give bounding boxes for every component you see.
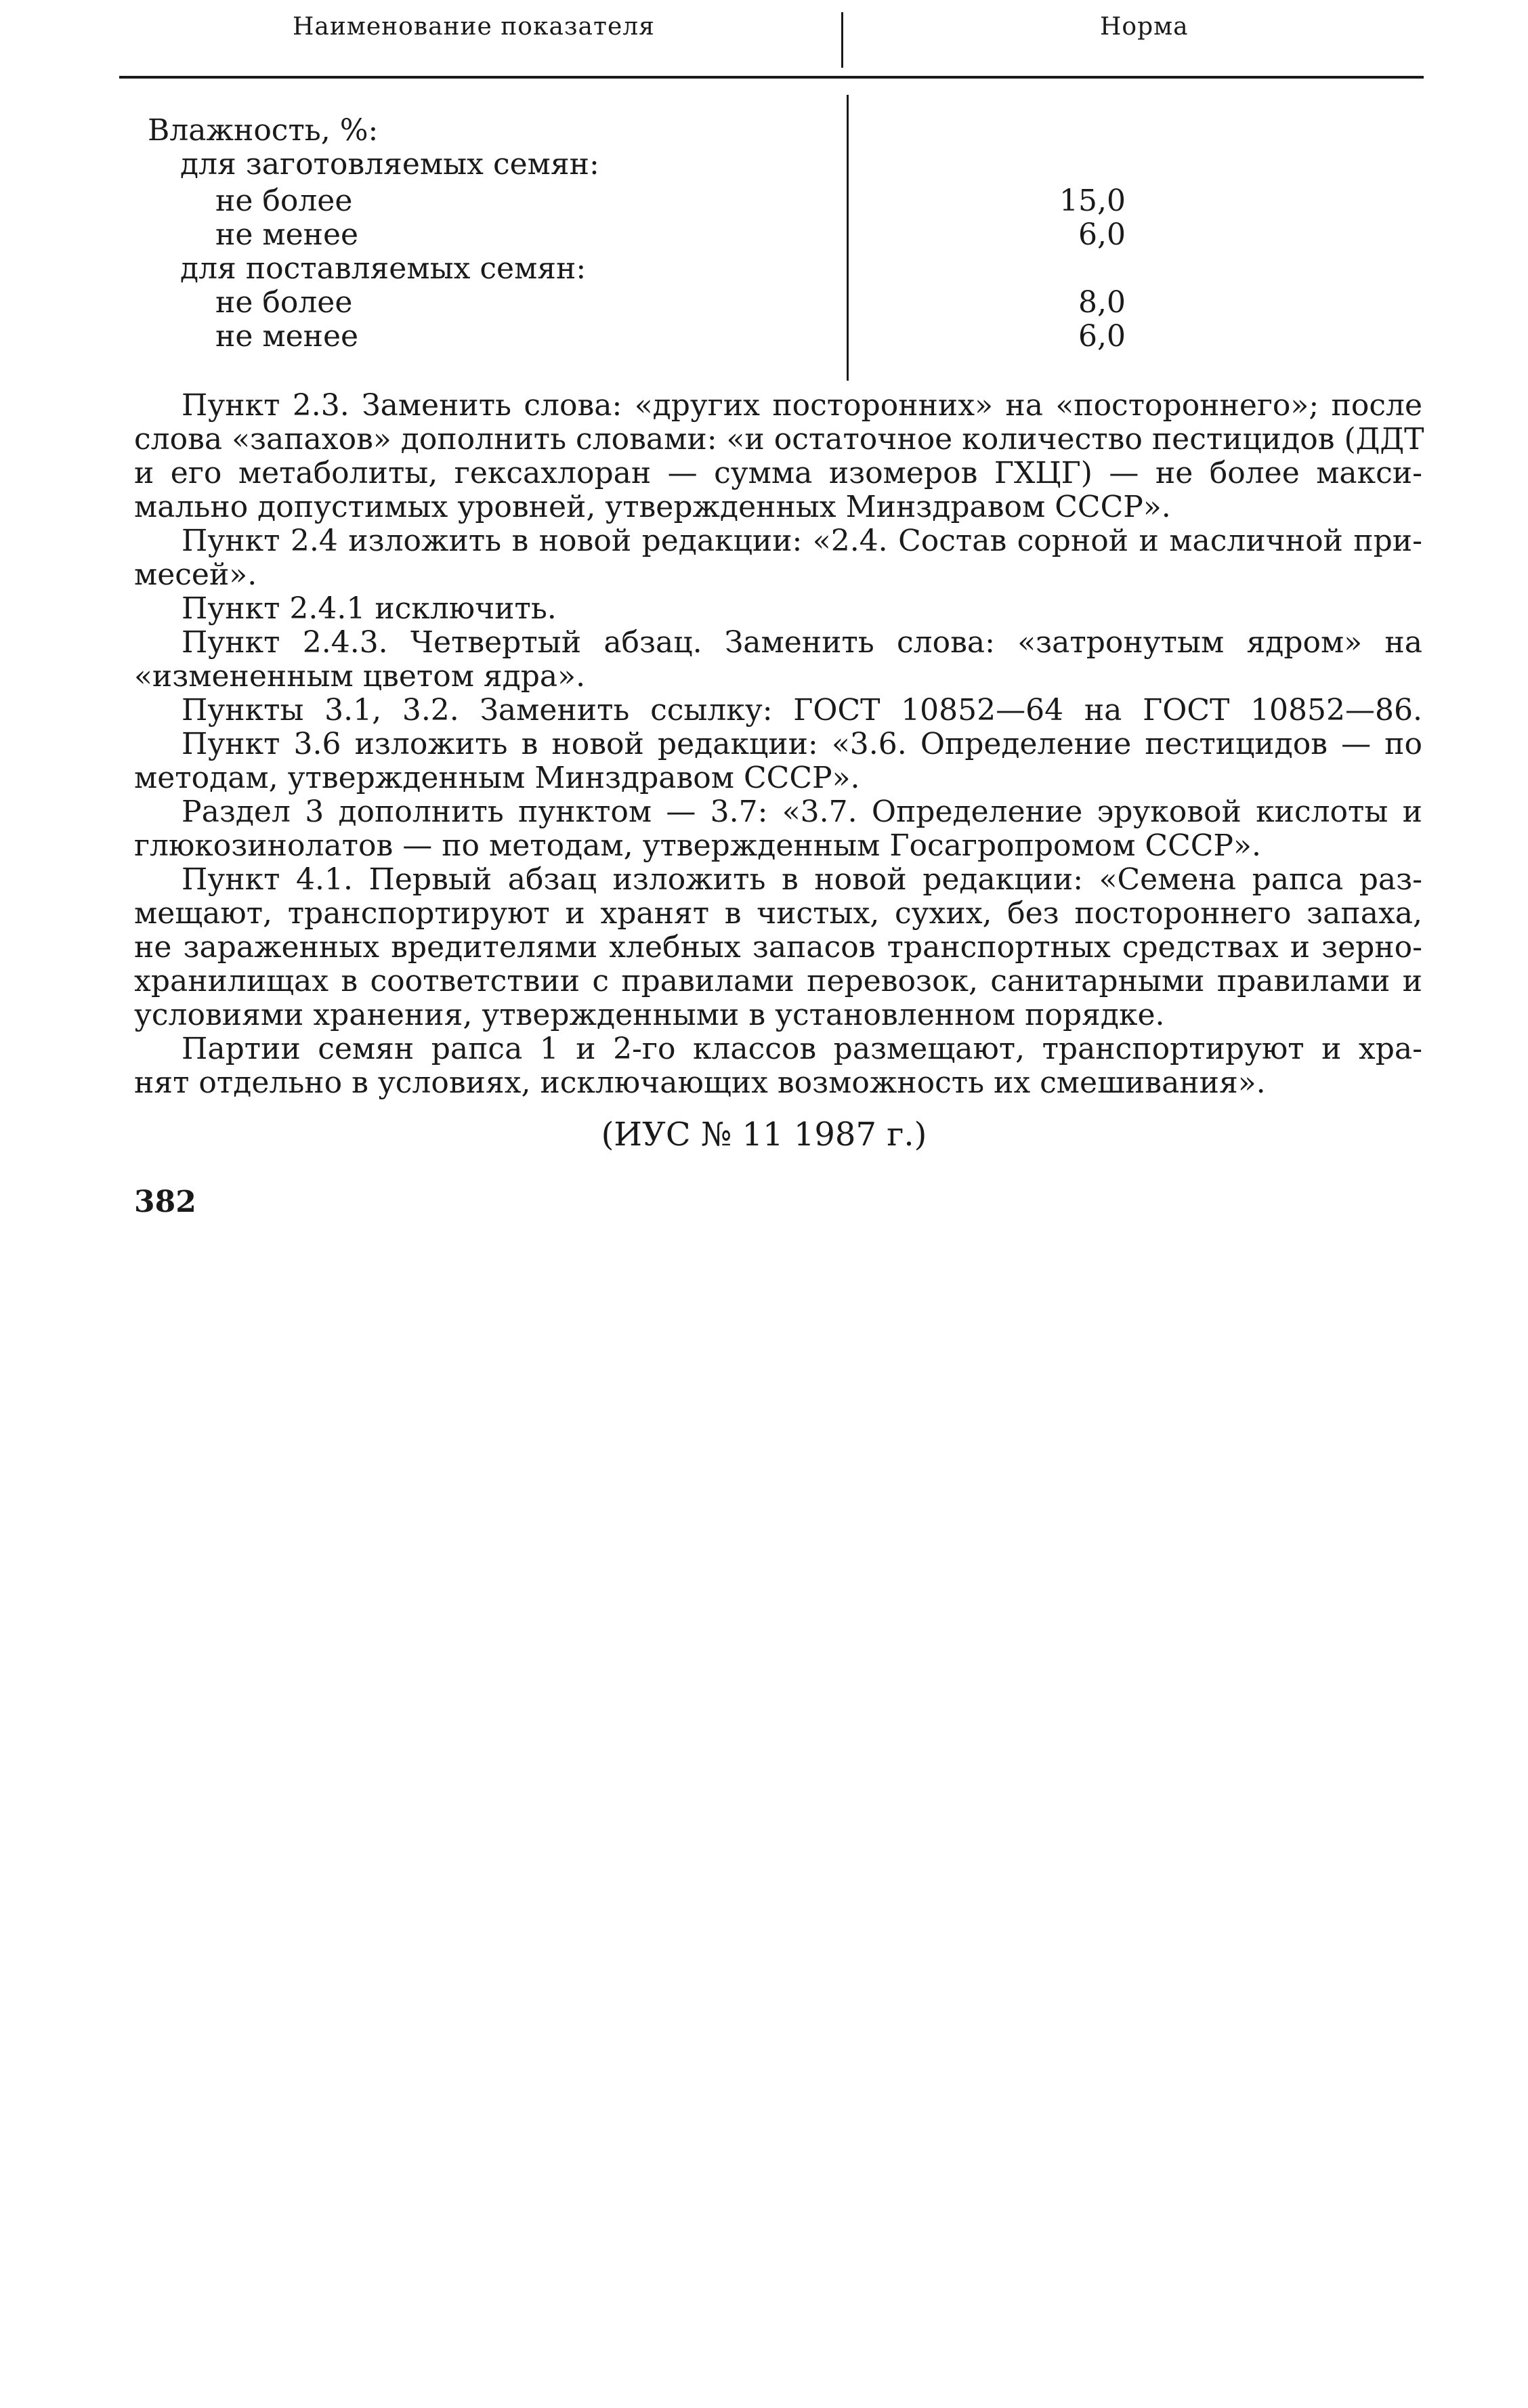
text-line: мально допустимых уровней, утвержденных Минздравом СССР». xyxy=(134,490,1171,524)
table-row-label: не более xyxy=(215,285,353,320)
body-column-divider xyxy=(847,95,849,381)
table-row-value: 15,0 xyxy=(1059,184,1126,218)
table-row-label: для заготовляемых семян: xyxy=(180,147,599,182)
text-line: месей». xyxy=(134,557,257,592)
text-line: не зараженных вредителями хлебных запасов транспортных средствах и зерно- xyxy=(134,930,1422,965)
table-header-name: Наименование показателя xyxy=(293,13,655,41)
text-line: Пункт 2.4 изложить в новой редакции: «2.4. Состав сорной и масличной при- xyxy=(182,524,1422,558)
table-row-value: 6,0 xyxy=(1078,319,1126,354)
page-number: 382 xyxy=(134,1185,196,1219)
text-line: Пункт 3.6 изложить в новой редакции: «3.6. Определение пестицидов — по xyxy=(182,727,1422,761)
table-row-label: не более xyxy=(215,184,353,218)
text-line: мещают, транспортируют и хранят в чистых, сухих, без постороннего запаха, xyxy=(134,896,1422,931)
text-line: условиями хранения, утвержденными в установленном порядке. xyxy=(134,998,1165,1032)
text-line: нят отдельно в условиях, исключающих возможность их смешивания». xyxy=(134,1065,1266,1100)
table-row-label: для поставляемых семян: xyxy=(180,251,587,286)
table-row-value: 8,0 xyxy=(1078,285,1126,320)
table-row-label: не менее xyxy=(215,319,359,354)
text-line: Партии семян рапса 1 и 2-го классов размещают, транспортируют и хра- xyxy=(182,1032,1422,1066)
text-line: Пункт 4.1. Первый абзац изложить в новой редакции: «Семена рапса раз- xyxy=(182,862,1422,897)
text-line: Пункт 2.3. Заменить слова: «других посторонних» на «постороннего»; после xyxy=(182,388,1422,423)
group-label: Влажность, %: xyxy=(148,113,379,148)
text-line: Раздел 3 дополнить пунктом — 3.7: «3.7. Определение эруковой кислоты и xyxy=(182,795,1422,829)
text-line: Пункт 2.4.1 исключить. xyxy=(182,591,557,626)
text-line: слова «запахов» дополнить словами: «и остаточное количество пестицидов (ДДТ xyxy=(134,422,1424,457)
table-row-value: 6,0 xyxy=(1078,217,1126,252)
text-line: хранилищах в соответствии с правилами перевозок, санитарными правилами и xyxy=(134,964,1422,998)
text-line: и его метаболиты, гексахлоран — сумма изомеров ГХЦГ) — не более макси- xyxy=(134,456,1422,490)
text-line: Пункты 3.1, 3.2. Заменить ссылку: ГОСТ 10852—64 на ГОСТ 10852—86. xyxy=(182,693,1422,727)
header-rule xyxy=(119,76,1424,79)
source-reference: (ИУС № 11 1987 г.) xyxy=(601,1116,927,1154)
header-column-divider xyxy=(841,12,843,68)
table-header-norm: Норма xyxy=(1100,13,1189,41)
text-line: Пункт 2.4.3. Четвертый абзац. Заменить слова: «затронутым ядром» на xyxy=(182,625,1422,660)
table-row-label: не менее xyxy=(215,217,359,252)
text-line: «измененным цветом ядра». xyxy=(134,659,586,694)
text-line: методам, утвержденным Минздравом СССР». xyxy=(134,761,860,795)
text-line: глюкозинолатов — по методам, утвержденным Госагропромом СССР». xyxy=(134,828,1261,863)
